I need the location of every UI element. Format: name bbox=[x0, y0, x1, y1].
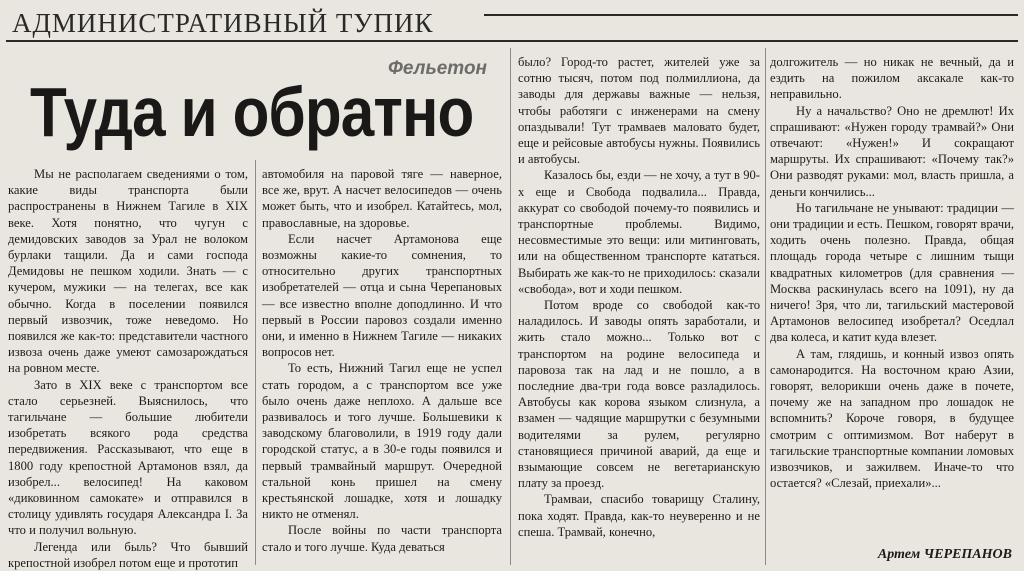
genre-label: Фельетон bbox=[388, 58, 488, 79]
article-paragraph: было? Город-то растет, жителей уже за сотню тысяч, потом под полмиллиона, да заводы для державы важные — нельзя, чтобы работяги с инженерами на смену опаздывали! Тут трамваев маловато будет, еще и рейсовые автобусы нужны. Появились и автобусы. bbox=[518, 55, 760, 167]
article-column-4 bbox=[770, 54, 1014, 491]
article-paragraph: долгожитель — но никак не вечный, да и ездить на пожилом аксакале как-то неправильно. bbox=[770, 55, 1014, 102]
article-paragraph: То есть, Нижний Тагил еще не успел стать городом, а с транспортом все уже было очень даже неплохо. А дальше все развивалось и того лучше. Большевики к заводскому благоволили, в 1919 году дали городской статус, а в 30-е годы появился и первый трамвайный маршрут. Очередной стальной конь пришел на смену крестьянской лошадке, хотя и лошадку никто не отменял. bbox=[262, 361, 502, 522]
article-paragraph: Потом вроде со свободой как-то наладилось. И заводы опять заработали, и жить стало можно... Только вот с транспортом на родине велосипеда и паровоза так на лад и не пошло, а в последние два-три года вовсе разладилось. Автобусы как корова языком слизнула, а взамен — чадящие маршрутки с безумными водителями за рулем, регулярно становящиеся причиной аварий, да еще и взымающие совсем не вегетарианскую плату за проезд. bbox=[518, 298, 760, 491]
article-paragraph: Казалось бы, езди — не хочу, а тут в 90-х еще и Свобода подвалила... Правда, аккурат со свободой почему-то появились и транспортные проблемы. Видимо, несовместимые это вещи: или митинговать, или на общественном транспорте кататься. Выбирать же как-то не приходилось: сказали «свобода», вот и ходи пешком. bbox=[518, 168, 760, 296]
column-divider bbox=[255, 160, 256, 565]
rubric-title: АДМИНИСТРАТИВНЫЙ ТУПИК bbox=[12, 8, 434, 38]
column-divider bbox=[510, 48, 511, 565]
article-column-1 bbox=[8, 166, 248, 571]
article-paragraph: Ну а начальство? Оно не дремлют! Их спрашивают: «Нужен городу трамвай?» Они отвечают: «Нужен!» И сокращают маршруты. Их спрашивают: «Почему так?» Они разводят руками: мол, власть пришла, а деньги кончились... bbox=[770, 103, 1014, 199]
author-byline: Артем ЧЕРЕПАНОВ bbox=[877, 547, 1012, 562]
article-headline: Туда и обратно bbox=[30, 73, 474, 151]
article-paragraph: Мы не располагаем сведениями о том, какие виды транспорта были распространены в Нижнем Тагиле в XIX веке. Хотя понятно, что чугун с демидовских заводов за Урал не волоком бурлаки тащили. Да и сами господа Демидовы не пешком ходили. Знать — с кучером, мужики — на телегах, все как обычно. Когда в поселении появился первый извозчик, тоже неведомо. Но появился же как-то: представители частного извоза очень даже умеют самозарождаться на ровном месте. bbox=[8, 167, 248, 376]
article-paragraph: После войны по части транспорта стало и того лучше. Куда деваться bbox=[262, 523, 502, 554]
article-paragraph: Трамваи, спасибо товарищу Сталину, пока ходят. Правда, как-то неуверенно и не спеша. Трамвай, конечно, bbox=[518, 492, 760, 539]
article-column-3 bbox=[518, 54, 760, 540]
column-divider bbox=[765, 48, 766, 565]
article-paragraph: автомобиля на паровой тяге — наверное, все же, врут. А насчет велосипедов — очень может быть, что и изобрел. Катайтесь, мол, православные, на здоровье. bbox=[262, 167, 502, 230]
article-paragraph: Зато в XIX веке с транспортом все стало серьезней. Выяснилось, что тагильчане — большие любители изобретать всякого рода средства передвижения. Рассказывают, что еще в 1800 году крепостной Артамонов взял, да изобрел... велосипед! На каковом «диковинном самокате» и отправился в столицу удивлять государя Александра I. За что и получил вольную. bbox=[8, 377, 248, 538]
article-paragraph: Но тагильчане не унывают: традиции — они традиции и есть. Пешком, говорят врачи, ходить очень полезно. Правда, общая площадь города четыре с лишним тыщи квадратных километров (для сравнения — Москва раскинулась всего на 1091), ну да ничего! Зря, что ли, тагильский мастеровой Артамонов велосипед изобретал? Оседлал два колеса, и катит куда влезет. bbox=[770, 200, 1014, 345]
section-rubric bbox=[6, 6, 1018, 42]
article-paragraph: Легенда или быль? Что бывший крепостной изобрел потом еще и прототип bbox=[8, 539, 248, 570]
article-paragraph: А там, глядишь, и конный извоз опять самонародится. На восточном краю Азии, говорят, велорикши очень даже в почете, почему же на западном про лошадок не вспомнить? Короче говоря, в будущее смотрим с оптимизмом. Вот наберут в тагильские транспортные компании ломовых извозчиков, и зажилвем. Иначе-то что остается? «Слезай, приехали»... bbox=[770, 346, 1014, 491]
article-column-2 bbox=[262, 166, 502, 555]
article-paragraph: Если насчет Артамонова еще возможны какие-то сомнения, то относительно других транспортных изобретателей — отца и сына Черепановых — все известно вполне доподлинно. И что первый в России паровоз создали именно они, и именно в Нижнем Тагиле — никаких вопросов нет. bbox=[262, 231, 502, 360]
rubric-rule bbox=[484, 14, 1018, 16]
